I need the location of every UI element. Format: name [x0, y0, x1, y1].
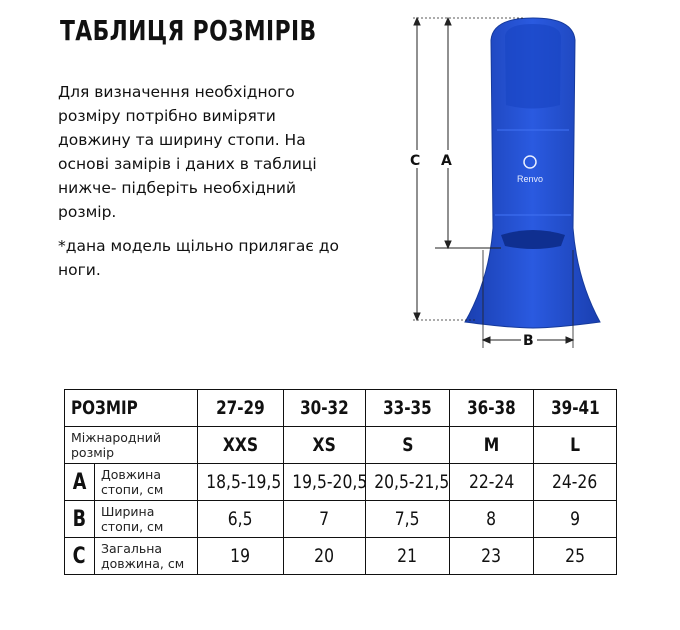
- table-cell: S: [366, 427, 450, 464]
- table-cell: XXS: [198, 427, 284, 464]
- page-title: ТАБЛИЦЯ РОЗМІРІВ: [60, 14, 317, 47]
- header-cell: 36-38: [450, 390, 534, 427]
- dimension-label-c: C: [410, 153, 421, 169]
- table-cell: 8: [450, 501, 534, 538]
- row-label: Міжнародний розмір: [65, 427, 198, 464]
- table-row: [65, 427, 617, 464]
- header-cell: 27-29: [198, 390, 284, 427]
- table-cell: M: [450, 427, 534, 464]
- dimension-label-a: A: [441, 153, 452, 169]
- table-cell: 24-26: [534, 464, 617, 501]
- fin-heel-opening: [501, 230, 565, 249]
- fin-pocket: [505, 24, 561, 109]
- fin-diagram: [405, 10, 605, 355]
- row-label: Загальна довжина, см: [95, 538, 198, 575]
- table-header-row: [65, 390, 617, 427]
- header-size-label: РОЗМІР: [65, 390, 198, 427]
- size-table: [64, 389, 617, 575]
- table-row: [65, 464, 617, 501]
- table-cell: 23: [450, 538, 534, 575]
- row-label: Довжина стопи, см: [95, 464, 198, 501]
- table-cell: 25: [534, 538, 617, 575]
- table-row: [65, 538, 617, 575]
- table-cell: 21: [366, 538, 450, 575]
- table-row: [65, 501, 617, 538]
- table-cell: L: [534, 427, 617, 464]
- table-cell: 18,5-19,5: [198, 464, 284, 501]
- dimension-label-b: B: [523, 333, 534, 349]
- table-cell: XS: [284, 427, 366, 464]
- table-cell: 7,5: [366, 501, 450, 538]
- table-cell: 7: [284, 501, 366, 538]
- header-cell: 30-32: [284, 390, 366, 427]
- table-cell: 22-24: [450, 464, 534, 501]
- row-letter: A: [65, 464, 95, 501]
- brand-logo-text: Renvo: [516, 174, 544, 184]
- table-cell: 20: [284, 538, 366, 575]
- description-text: Для визначення необхідного розміру потрібно виміряти довжину та ширину стопи. На основі замірів і даних в таблиці нижче- підберіть необхідний розмір.: [58, 83, 317, 221]
- table-cell: 19,5-20,5: [284, 464, 366, 501]
- table-cell: 9: [534, 501, 617, 538]
- header-cell: 39-41: [534, 390, 617, 427]
- header-cell: 33-35: [366, 390, 450, 427]
- fit-note: *дана модель щільно прилягає до ноги.: [58, 237, 339, 279]
- row-letter: B: [65, 501, 95, 538]
- table-cell: 6,5: [198, 501, 284, 538]
- row-label: Ширина стопи, см: [95, 501, 198, 538]
- table-cell: 20,5-21,5: [366, 464, 450, 501]
- table-cell: 19: [198, 538, 284, 575]
- row-letter: C: [65, 538, 95, 575]
